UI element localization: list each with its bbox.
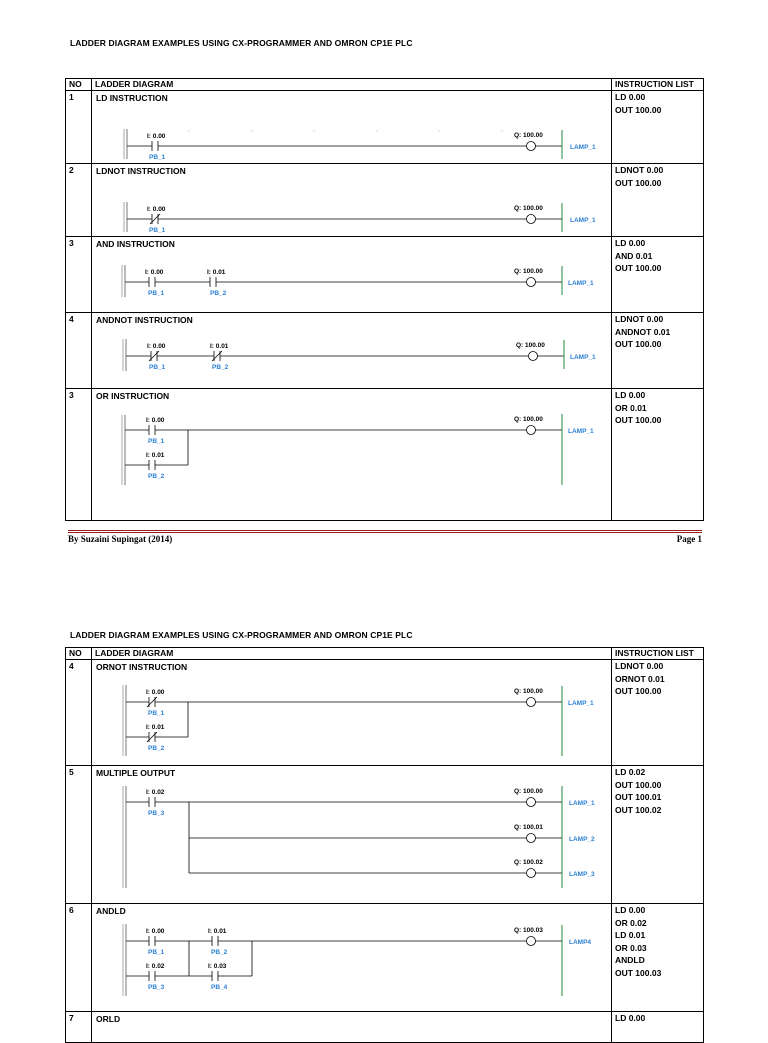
- contact-no-icon: [212, 971, 218, 981]
- symbol-label: PB_2: [211, 949, 228, 956]
- table-row: [66, 91, 704, 164]
- page-1-title: LADDER DIAGRAM EXAMPLES USING CX-PROGRAMMER AND OMRON CP1E PLC: [70, 38, 413, 48]
- left-power-rail: [122, 415, 125, 485]
- contact-no-icon: [212, 936, 218, 946]
- ladder-cell: [92, 237, 612, 313]
- contact-no-icon: [149, 936, 155, 946]
- rung-title: ANDLD: [96, 906, 126, 916]
- address-label: I: 0.01: [210, 343, 229, 350]
- address-label: Q: 100.00: [514, 788, 543, 795]
- and-instruction-diagram: [92, 237, 614, 312]
- instruction-list: [612, 237, 704, 313]
- rung-title: LD INSTRUCTION: [96, 93, 168, 103]
- il-line: LD 0.02: [615, 767, 646, 777]
- ladder-cell: [92, 164, 612, 237]
- ladder-cell: [92, 91, 612, 164]
- instruction-list: [612, 91, 704, 164]
- rung-title: OR INSTRUCTION: [96, 391, 170, 401]
- row-no: 1: [66, 91, 92, 164]
- footer-rule: [68, 532, 702, 533]
- address-label: I: 0.00: [146, 928, 165, 935]
- table-row: [66, 389, 704, 521]
- symbol-label: LAMP_1: [570, 354, 596, 361]
- address-label: I: 0.01: [208, 928, 227, 935]
- il-line: LDNOT 0.00: [615, 661, 664, 671]
- address-label: I: 0.01: [207, 269, 226, 276]
- coil-icon: [527, 698, 536, 707]
- ldnot-instruction-diagram: [92, 164, 614, 236]
- address-label: I: 0.00: [145, 269, 164, 276]
- coil-icon: [527, 215, 536, 224]
- il-line: OUT 100.01: [615, 792, 662, 802]
- symbol-label: PB_1: [149, 154, 166, 161]
- coil-icon: [527, 937, 536, 946]
- il-line: AND 0.01: [615, 250, 653, 261]
- rung-title: ANDNOT INSTRUCTION: [96, 315, 193, 325]
- ladder-cell: [92, 389, 612, 521]
- il-line: LDNOT 0.00: [615, 314, 664, 324]
- instruction-list: [612, 1012, 704, 1043]
- il-line: OUT 100.00: [615, 104, 662, 115]
- symbol-label: PB_2: [210, 290, 227, 297]
- address-label: Q: 100.00: [514, 688, 543, 695]
- symbol-label: LAMP_3: [569, 871, 595, 878]
- il-line: LD 0.00: [615, 390, 646, 400]
- instruction-list: [612, 164, 704, 237]
- il-line: ANDNOT 0.01: [615, 326, 671, 337]
- symbol-label: PB_4: [211, 984, 228, 991]
- coil-icon: [527, 426, 536, 435]
- header-instruction-list: INSTRUCTION LIST: [612, 79, 704, 91]
- contact-no-icon: [149, 797, 155, 807]
- symbol-label: PB_3: [148, 984, 165, 991]
- il-line: ORNOT 0.01: [615, 673, 665, 684]
- il-line: LD 0.00: [615, 92, 646, 102]
- contact-no-icon: [210, 277, 216, 287]
- row-no: 4: [66, 660, 92, 766]
- left-power-rail: [124, 129, 127, 159]
- symbol-label: PB_2: [212, 364, 229, 371]
- table-row: [66, 904, 704, 1012]
- left-power-rail: [124, 202, 127, 232]
- il-line: OR 0.01: [615, 402, 647, 413]
- symbol-label: PB_1: [148, 438, 165, 445]
- page-2-title: LADDER DIAGRAM EXAMPLES USING CX-PROGRAMMER AND OMRON CP1E PLC: [70, 630, 413, 640]
- il-line: LDNOT 0.00: [615, 165, 664, 175]
- left-power-rail: [123, 339, 126, 371]
- coil-icon: [527, 869, 536, 878]
- contact-no-icon: [149, 425, 155, 435]
- instruction-list: [612, 904, 704, 1012]
- address-label: Q: 100.00: [514, 268, 543, 275]
- il-line: OUT 100.00: [615, 415, 662, 425]
- row-no: 5: [66, 766, 92, 904]
- multiple-output-diagram: [92, 766, 614, 903]
- address-label: Q: 100.00: [514, 205, 543, 212]
- header-instruction-list: INSTRUCTION LIST: [612, 648, 704, 660]
- ladder-cell: [92, 313, 612, 389]
- table-header: [66, 648, 704, 660]
- contact-no-icon: [127, 141, 158, 151]
- address-label: Q: 100.00: [514, 416, 543, 423]
- address-label: I: 0.00: [147, 343, 166, 350]
- header-no: NO: [66, 648, 92, 660]
- address-label: I: 0.00: [147, 206, 166, 213]
- il-line: LD 0.01: [615, 930, 646, 940]
- il-line: LD 0.00: [615, 905, 646, 915]
- left-power-rail: [123, 786, 126, 888]
- symbol-label: PB_1: [149, 227, 166, 234]
- table-row: [66, 237, 704, 313]
- address-label: Q: 100.02: [514, 859, 543, 866]
- andld-diagram: [92, 904, 614, 1011]
- il-line: ANDLD: [615, 955, 645, 965]
- il-line: OUT 100.03: [615, 967, 662, 978]
- symbol-label: LAMP_1: [568, 428, 594, 435]
- address-label: Q: 100.03: [514, 927, 543, 934]
- il-line: OUT 100.00: [615, 339, 662, 349]
- address-label: Q: 100.00: [514, 132, 543, 139]
- table-row: [66, 164, 704, 237]
- footer-page-number: Page 1: [676, 534, 702, 544]
- left-power-rail: [122, 265, 125, 297]
- header-no: NO: [66, 79, 92, 91]
- symbol-label: LAMP_2: [569, 836, 595, 843]
- or-instruction-diagram: [92, 389, 614, 520]
- symbol-label: PB_2: [148, 473, 165, 480]
- andnot-instruction-diagram: [92, 313, 614, 388]
- table-row: [66, 660, 704, 766]
- coil-icon: [527, 278, 536, 287]
- coil-icon: [527, 798, 536, 807]
- coil-icon: [527, 142, 536, 151]
- il-line: OUT 100.00: [615, 686, 662, 696]
- symbol-label: LAMP_1: [570, 144, 596, 151]
- rung-title: LDNOT INSTRUCTION: [96, 166, 186, 176]
- contact-no-icon: [149, 460, 155, 470]
- symbol-label: LAMP_1: [569, 800, 595, 807]
- il-line: OUT 100.00: [615, 263, 662, 273]
- il-line: LD 0.00: [615, 1013, 646, 1023]
- symbol-label: PB_2: [148, 745, 165, 752]
- contact-no-icon: [149, 971, 155, 981]
- symbol-label: PB_1: [148, 949, 165, 956]
- coil-icon: [529, 352, 538, 361]
- rung-title: ORLD: [96, 1014, 121, 1024]
- row-no: 4: [66, 313, 92, 389]
- address-label: I: 0.00: [146, 689, 165, 696]
- address-label: I: 0.03: [208, 963, 227, 970]
- symbol-label: PB_3: [148, 810, 165, 817]
- grid-dots: [188, 130, 502, 131]
- header-ladder-diagram: LADDER DIAGRAM: [92, 79, 612, 91]
- il-line: OUT 100.02: [615, 804, 662, 815]
- ladder-cell: [92, 766, 612, 904]
- header-ladder-diagram: LADDER DIAGRAM: [92, 648, 612, 660]
- address-label: Q: 100.00: [516, 342, 545, 349]
- il-line: OR 0.02: [615, 917, 647, 928]
- instruction-list: [612, 313, 704, 389]
- table-row: [66, 313, 704, 389]
- symbol-label: LAMP_1: [568, 700, 594, 707]
- symbol-label: PB_1: [149, 364, 166, 371]
- instruction-list: [612, 660, 704, 766]
- coil-icon: [527, 834, 536, 843]
- row-no: 6: [66, 904, 92, 1012]
- rung-title: MULTIPLE OUTPUT: [96, 768, 176, 778]
- row-no: 7: [66, 1012, 92, 1043]
- symbol-label: LAMP_1: [570, 217, 596, 224]
- il-line: OUT 100.00: [615, 779, 662, 790]
- instruction-list: [612, 766, 704, 904]
- contact-no-icon: [149, 277, 155, 287]
- ld-instruction-diagram: [92, 91, 614, 163]
- footer-author: By Suzaini Supingat (2014): [68, 534, 173, 544]
- table-header: [66, 79, 704, 91]
- left-power-rail: [123, 685, 126, 756]
- row-no: 2: [66, 164, 92, 237]
- address-label: I: 0.02: [146, 963, 165, 970]
- ornot-instruction-diagram: [92, 660, 614, 765]
- contact-nc-icon: [127, 214, 160, 224]
- footer-rule: [68, 530, 702, 531]
- il-line: OUT 100.00: [615, 177, 662, 188]
- instruction-list: [612, 389, 704, 521]
- symbol-label: PB_1: [148, 710, 165, 717]
- symbol-label: LAMP_1: [568, 280, 594, 287]
- ladder-cell: [92, 1012, 612, 1043]
- address-label: I: 0.01: [146, 724, 165, 731]
- ladder-cell: [92, 904, 612, 1012]
- left-power-rail: [123, 924, 126, 996]
- symbol-label: PB_1: [148, 290, 165, 297]
- ladder-cell: [92, 660, 612, 766]
- il-line: LD 0.00: [615, 238, 646, 248]
- table-row: [66, 1012, 704, 1043]
- address-label: Q: 100.01: [514, 824, 543, 831]
- il-line: OR 0.03: [615, 942, 647, 953]
- address-label: I: 0.01: [146, 452, 165, 459]
- table-row: [66, 766, 704, 904]
- symbol-label: LAMP4: [569, 939, 592, 946]
- row-no: 3: [66, 237, 92, 313]
- address-label: I: 0.02: [146, 789, 165, 796]
- address-label: I: 0.00: [146, 417, 165, 424]
- row-no: 3: [66, 389, 92, 521]
- address-label: I: 0.00: [147, 133, 166, 140]
- rung-title: AND INSTRUCTION: [96, 239, 175, 249]
- page-2-table: [65, 647, 704, 1043]
- page-1-table: [65, 78, 704, 521]
- rung-title: ORNOT INSTRUCTION: [96, 662, 188, 672]
